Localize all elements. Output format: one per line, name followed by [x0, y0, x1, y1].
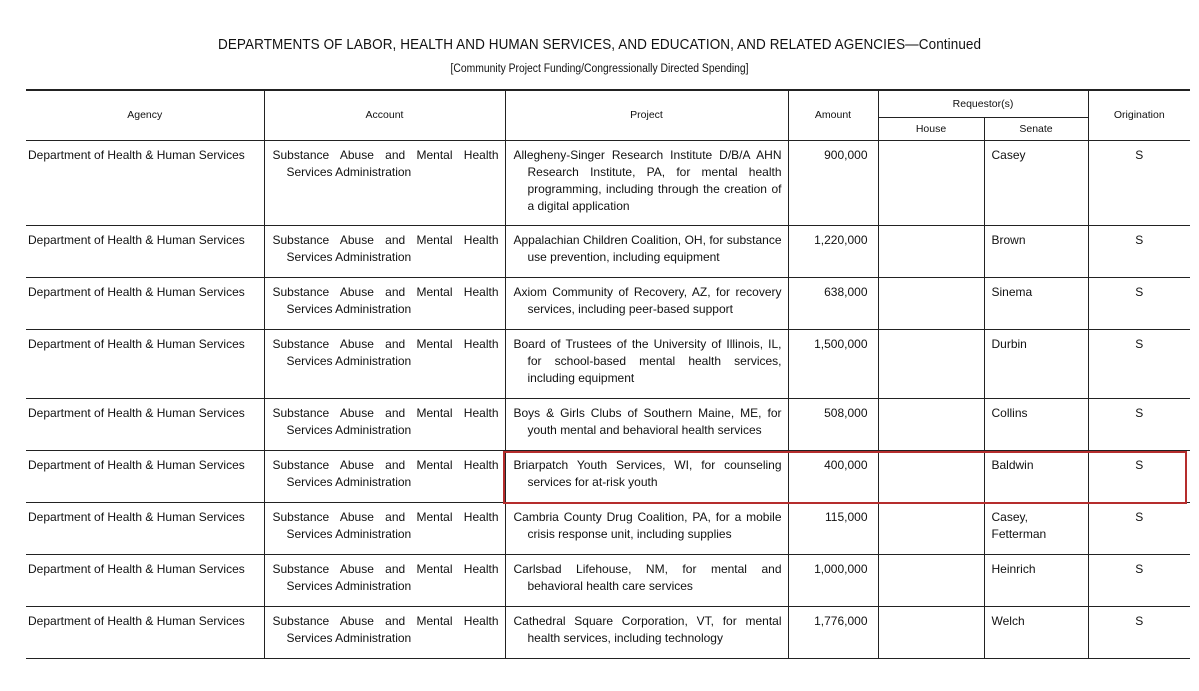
table-body [26, 141, 1190, 659]
agency-cell: Department of Health & Human Services [28, 233, 245, 247]
agency-cell: Department of Health & Human Services [28, 614, 245, 628]
house-cell [878, 330, 984, 399]
senate-cell: Baldwin [984, 451, 1088, 503]
account-cell: Substance Abuse and Mental Health Services Administration [264, 278, 505, 330]
senate-cell: Sinema [984, 278, 1088, 330]
amount-cell: 115,000 [788, 503, 878, 555]
account-cell: Substance Abuse and Mental Health Services Administration [264, 226, 505, 278]
table-row [26, 451, 1190, 503]
agency-cell: Department of Health & Human Services [28, 285, 245, 299]
senate-cell: Heinrich [984, 555, 1088, 607]
senate-cell: Durbin [984, 330, 1088, 399]
senate-cell: Casey, Fetterman [984, 503, 1088, 555]
agency-cell: Department of Health & Human Services [28, 406, 245, 420]
table-row [26, 141, 1190, 226]
amount-cell: 400,000 [788, 451, 878, 503]
senate-cell: Welch [984, 607, 1088, 659]
column-header-agency: Agency [127, 109, 163, 121]
project-cell: Appalachian Children Coalition, OH, for substance use prevention, including equipment [505, 226, 788, 278]
account-cell: Substance Abuse and Mental Health Services Administration [264, 451, 505, 503]
origination-cell: S [1088, 141, 1190, 226]
column-header-account: Account [264, 90, 505, 141]
column-header-origination: Origination [1088, 90, 1190, 141]
account-cell: Substance Abuse and Mental Health Services Administration [264, 141, 505, 226]
agency-cell: Department of Health & Human Services [28, 148, 245, 162]
senate-cell: Brown [984, 226, 1088, 278]
project-cell: Cambria County Drug Coalition, PA, for a mobile crisis response unit, including supplies [505, 503, 788, 555]
amount-cell: 900,000 [788, 141, 878, 226]
table-row [26, 503, 1190, 555]
project-cell: Board of Trustees of the University of Illinois, IL, for school-based mental health services, including equipment [505, 330, 788, 399]
page-title: DEPARTMENTS OF LABOR, HEALTH AND HUMAN SERVICES, AND EDUCATION, AND RELATED AGENCIES—Continued [217, 36, 982, 53]
project-cell: Boys & Girls Clubs of Southern Maine, ME, for youth mental and behavioral health services [505, 399, 788, 451]
amount-cell: 1,000,000 [788, 555, 878, 607]
project-cell: Briarpatch Youth Services, WI, for counseling services for at-risk youth [505, 451, 788, 503]
origination-cell: S [1088, 278, 1190, 330]
project-cell: Carlsbad Lifehouse, NM, for mental and behavioral health care services [505, 555, 788, 607]
account-cell: Substance Abuse and Mental Health Services Administration [264, 503, 505, 555]
table-row [26, 226, 1190, 278]
amount-cell: 1,776,000 [788, 607, 878, 659]
project-cell: Allegheny-Singer Research Institute D/B/A AHN Research Institute, PA, for mental health programming, including through the creation of a digital application [505, 141, 788, 226]
agency-cell: Department of Health & Human Services [28, 510, 245, 524]
origination-cell: S [1088, 399, 1190, 451]
page-subtitle: [Community Project Funding/Congressionally Directed Spending] [450, 63, 749, 75]
column-header-house: House [878, 118, 984, 141]
account-cell: Substance Abuse and Mental Health Services Administration [264, 555, 505, 607]
table-row [26, 278, 1190, 330]
house-cell [878, 278, 984, 330]
origination-cell: S [1088, 330, 1190, 399]
table-row [26, 399, 1190, 451]
column-header-senate: Senate [984, 118, 1088, 141]
account-cell: Substance Abuse and Mental Health Services Administration [264, 330, 505, 399]
origination-cell: S [1088, 451, 1190, 503]
amount-cell: 1,500,000 [788, 330, 878, 399]
house-cell [878, 451, 984, 503]
table-header [26, 90, 1190, 141]
senate-cell: Casey [984, 141, 1088, 226]
table-row [26, 607, 1190, 659]
column-header-requestors: Requestor(s) [878, 90, 1088, 118]
origination-cell: S [1088, 226, 1190, 278]
house-cell [878, 503, 984, 555]
agency-cell: Department of Health & Human Services [28, 458, 245, 472]
project-cell: Axiom Community of Recovery, AZ, for recovery services, including peer-based support [505, 278, 788, 330]
origination-cell: S [1088, 503, 1190, 555]
house-cell [878, 141, 984, 226]
account-cell: Substance Abuse and Mental Health Services Administration [264, 607, 505, 659]
funding-table [26, 89, 1190, 659]
agency-cell: Department of Health & Human Services [28, 562, 245, 576]
amount-cell: 508,000 [788, 399, 878, 451]
account-cell: Substance Abuse and Mental Health Services Administration [264, 399, 505, 451]
agency-cell: Department of Health & Human Services [28, 337, 245, 351]
column-header-project: Project [505, 90, 788, 141]
house-cell [878, 607, 984, 659]
amount-cell: 638,000 [788, 278, 878, 330]
origination-cell: S [1088, 555, 1190, 607]
house-cell [878, 555, 984, 607]
senate-cell: Collins [984, 399, 1088, 451]
house-cell [878, 226, 984, 278]
column-header-amount: Amount [788, 90, 878, 141]
table-row [26, 555, 1190, 607]
project-cell: Cathedral Square Corporation, VT, for mental health services, including technology [505, 607, 788, 659]
amount-cell: 1,220,000 [788, 226, 878, 278]
house-cell [878, 399, 984, 451]
table-row [26, 330, 1190, 399]
origination-cell: S [1088, 607, 1190, 659]
